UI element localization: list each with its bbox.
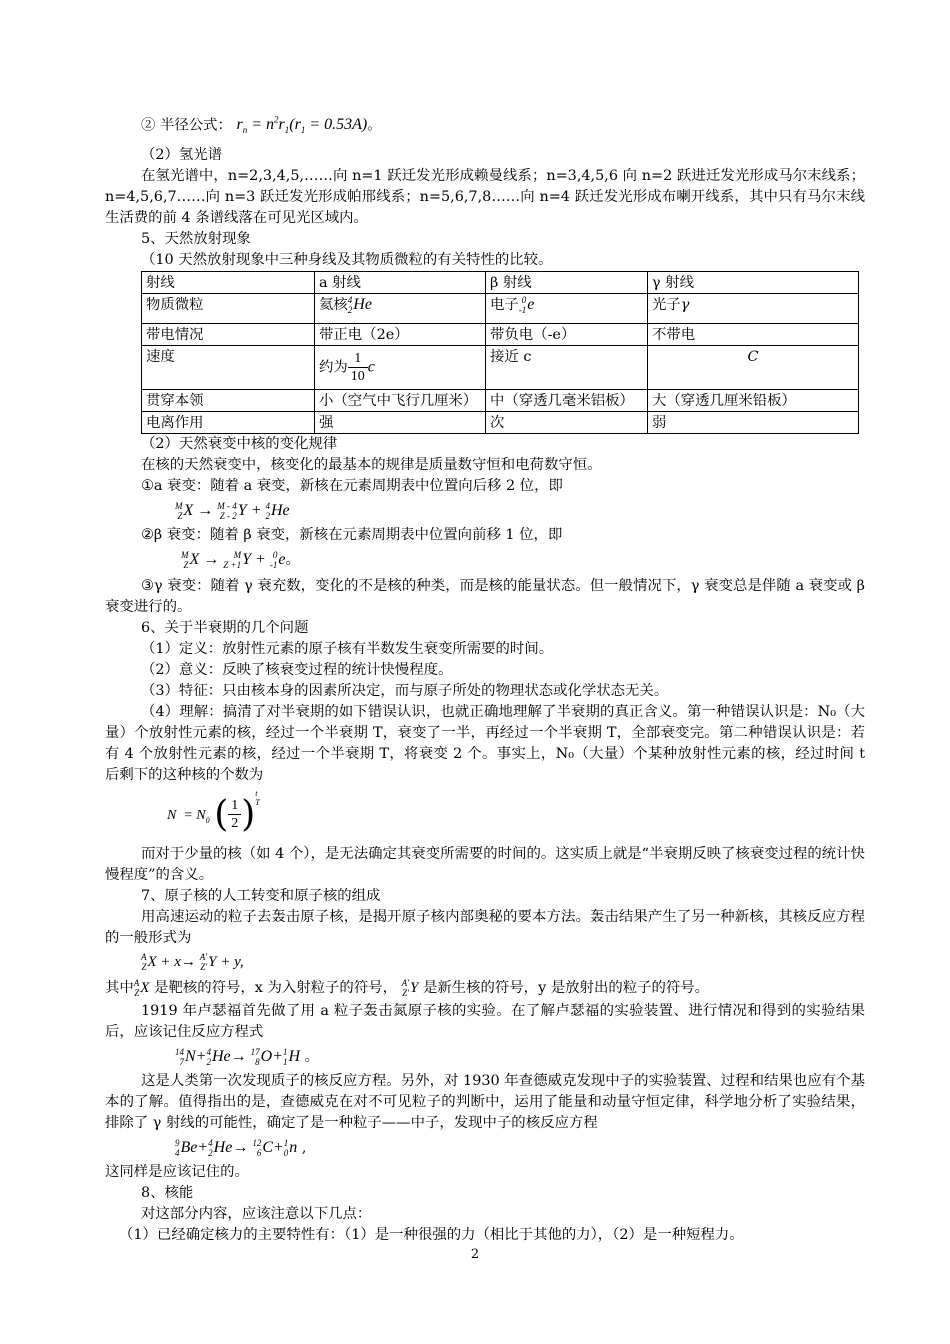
table-cell: 次 (486, 411, 648, 433)
one-tenth-fraction: $\frac{1}{10}$ (348, 350, 368, 385)
table-cell: 不带电 (648, 323, 859, 345)
decay-rules-text: 在核的天然衰变中，核变化的最基本的规律是质量数守恒和电荷数守恒。 (141, 456, 602, 473)
alpha-decay-text: ①a 衰变：随着 a 衰变，新核在元素周期表中位置向后移 2 位，即 (141, 477, 563, 494)
table-cell: 约为 $\frac{1}{10}$ c (315, 345, 486, 389)
table-cell: 电子 0 -1 e (486, 293, 648, 323)
table-row (142, 345, 859, 389)
table-cell: 射线 (142, 271, 315, 293)
radius-formula-line: ② 半径公式： $r_n = n^2r_1(r_1 = 0.53A)$。 (141, 115, 382, 136)
halflife-definition: （1）定义：放射性元素的原子核有半数发生衰变所需要的时间。 (141, 640, 554, 657)
section8-item1: （1）已经确定核力的主要特性有：（1）是一种很强的力（相比于其他的力），（2）是一种短程力。 (119, 1226, 744, 1243)
beta-decay-text: ②β 衰变：随着 β 衰变，新核在元素周期表中位置向前移 1 位，即 (141, 526, 563, 543)
table-header-row (142, 271, 859, 293)
h-spectrum-text: 在氢光谱中，n=2,3,4,5,……向 n=1 跃迁发光形成赖曼线系；n=3,4,5,6 向 n=2 跃进迁发光形成马尔末线系；n=4,5,6,7……向 n=3 跃迁发光形成帕邢线系；n=5,6,7,8……向 n=4 跃迁发光形成布喇开线系，其中只有马尔末线生活费的前 4 条谱线落在可见光区域内。 (105, 167, 865, 226)
halflife-feature: （3）特征：只由核本身的因素所决定，而与原子所处的物理状态或化学状态无关。 (141, 682, 669, 699)
beta-decay-equation: M Z X → M Z +1 Y + 0 -1 e。 (181, 549, 300, 570)
table-row (142, 389, 859, 411)
table-cell: 小（空气中飞行几厘米） (315, 389, 486, 411)
table-cell: 物质微粒 (142, 293, 315, 323)
table-cell: C (648, 345, 859, 389)
radius-formula: $r_n = n^2r_1(r_1 = 0.53A)$ (236, 115, 368, 136)
section5-heading: 5、天然放射现象 (141, 230, 251, 247)
table-cell: 强 (315, 411, 486, 433)
halflife-meaning: （2）意义：反映了核衰变过程的统计快慢程度。 (141, 661, 453, 678)
table-cell: 速度 (142, 345, 315, 389)
table-cell: 带正电（2e） (315, 323, 486, 345)
electron-symbol: 0 -1 e (518, 294, 535, 315)
gamma-decay-text: ③γ 衰变：随着 γ 衰充数，变化的不是核的种类，而是核的能量状态。但一般情况下，γ 衰变总是伴随 a 衰变或 β 衰变进行的。 (105, 577, 865, 615)
document-page (105, 108, 865, 1246)
halflife-after-text: 而对于少量的核（如 4 个），是无法确定其衰变所需要的时间的。这实质上就是“半衰期反映了核衰变过程的统计快慢程度”的含义。 (105, 845, 865, 883)
halflife-equation: $N = N_0$ ( $\frac{1}{2}$ ) t T (167, 788, 260, 835)
table-row (142, 323, 859, 345)
table-cell: γ 射线 (648, 271, 859, 293)
general-reaction-equation: A Z X + x→ A' Z' Y + y, (141, 952, 244, 973)
section7-where: 其中 A Z X 是靶核的符号，x 为入射粒子的符号， A' Z' Y 是新生核的符号，y 是放射出的粒子的符号。 (105, 978, 710, 999)
halflife-understanding: （4）理解：搞清了对半衰期的如下错误认识，也就正确地理解了半衰期的真正含义。第一种错误认识是：N₀（大量）个放射性元素的核，经过一个半衰期 T，衰变了一半，再经过一个半衰期 T，全部衰变完。第二种错误认识是：若有 4 个放射性元素的核，经过一个半衰期 T，将衰变 2 个。事实上，N₀（大量）个某种放射性元素的核，经过时间 t 后剩下的这种核的个数为 (105, 703, 865, 783)
table-cell: 带负电（-e） (486, 323, 648, 345)
section7-heading: 7、原子核的人工转变和原子核的组成 (141, 887, 381, 904)
radius-label: ② 半径公式： (141, 117, 232, 134)
table-cell: 光子γ (648, 293, 859, 323)
table-cell: 带电情况 (142, 323, 315, 345)
section6-heading: 6、关于半衰期的几个问题 (141, 619, 309, 636)
table-cell: 弱 (648, 411, 859, 433)
table-caption: （10 天然放射现象中三种身线及其物质微粒的有关特性的比较。 (141, 251, 553, 268)
helium-nucleus-symbol: 4 2 He (347, 294, 372, 315)
table-cell: 大（穿透几厘米铅板） (648, 389, 859, 411)
proton-discovery-text: 这是人类第一次发现质子的核反应方程。另外，对 1930 年查德威克发现中子的实验装置、过程和结果也应有个基本的了解。值得指出的是，查德威克在对不可见粒子的判断中，运用了能量和动量守恒定律，科学地分析了实验结果，排除了 γ 射线的可能性，确定了是一种粒子——中子，发现中子的核反应方程 (105, 1072, 865, 1131)
proton-reaction-equation: 14 7 N+ 4 2 He→ 17 8 O+ 1 1 H 。 (175, 1046, 320, 1067)
table-cell: a 射线 (315, 271, 486, 293)
page-number: 2 (470, 1247, 480, 1262)
table-cell: β 射线 (486, 271, 648, 293)
table-cell: 贯穿本领 (142, 389, 315, 411)
table-row (142, 293, 859, 323)
radiation-comparison-table (141, 271, 859, 434)
alpha-decay-equation: M Z X → M - 4 Z - 2 Y + 4 2 He (175, 500, 290, 521)
section8-text: 对这部分内容，应该注意以下几点： (141, 1205, 372, 1222)
neutron-after-text: 这同样是应该记住的。 (105, 1163, 249, 1180)
table-row (142, 411, 859, 433)
neutron-reaction-equation: 9 4 Be+ 4 2 He→ 12 6 C+ 1 0 n , (175, 1137, 307, 1158)
table-cell: 氦核 4 2 He (315, 293, 486, 323)
section7-text: 用高速运动的粒子去轰击原子核，是揭开原子核内部奥秘的要本方法。轰击结果产生了另一种新核，其核反应方程的一般形式为 (105, 908, 865, 946)
table-cell: 中（穿透几毫米铝板） (486, 389, 648, 411)
rutherford-text: 1919 年卢瑟福首先做了用 a 粒子轰击氮原子核的实验。在了解卢瑟福的实验装置、进行情况和得到的实验结果后，应该记住反应方程式 (105, 1002, 865, 1040)
table-cell: 接近 c (486, 345, 648, 389)
h-spectrum-heading: （2）氢光谱 (141, 146, 223, 163)
section8-heading: 8、核能 (141, 1184, 194, 1201)
decay-rules-heading: （2）天然衰变中核的变化规律 (141, 435, 338, 452)
table-cell: 电离作用 (142, 411, 315, 433)
